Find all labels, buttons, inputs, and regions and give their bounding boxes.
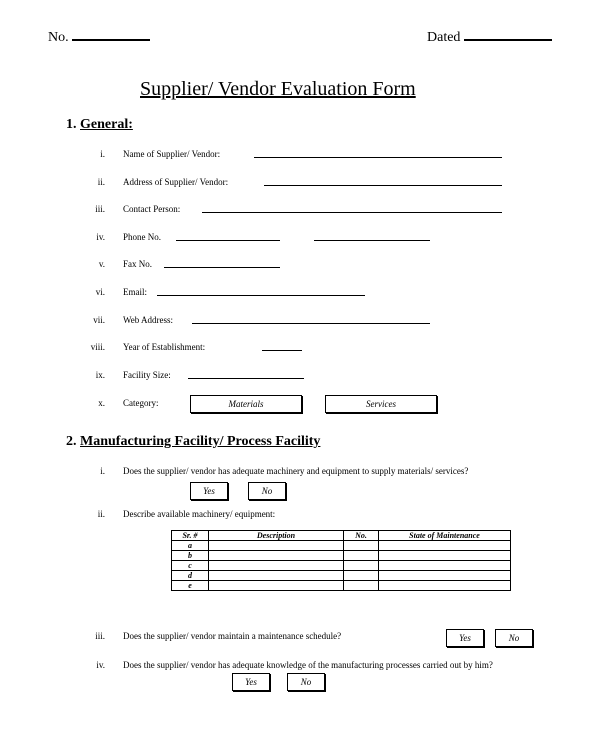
- establishment-year-label: Year of Establishment:: [123, 342, 206, 352]
- maintenance-cell[interactable]: [379, 581, 511, 591]
- maintenance-cell[interactable]: [379, 551, 511, 561]
- maintenance-schedule-question: Does the supplier/ vendor maintain a maintenance schedule?: [123, 631, 342, 641]
- process-knowledge-question: Does the supplier/ vendor has adequate knowledge of the manufacturing processes carried out by him?: [123, 660, 493, 670]
- table-row: [172, 541, 511, 551]
- table-row: [172, 561, 511, 571]
- item-numeral: x.: [98, 398, 105, 408]
- equipment-table: [171, 530, 511, 591]
- dated-label: Dated: [427, 30, 461, 45]
- no-cell[interactable]: [344, 541, 379, 551]
- section-manufacturing-heading: [66, 434, 320, 450]
- row-id: a: [172, 541, 209, 551]
- col-header-sr: Sr. #: [172, 531, 209, 541]
- section-title: General:: [80, 117, 133, 132]
- row-id: b: [172, 551, 209, 561]
- item-numeral: i.: [100, 466, 105, 476]
- contact-person-label: Contact Person:: [123, 204, 181, 214]
- contact-person-field[interactable]: [202, 212, 502, 213]
- dated-line: [464, 39, 552, 41]
- table-row: [172, 551, 511, 561]
- item-numeral: iv.: [96, 660, 105, 670]
- machinery-description-label: Describe available machinery/ equipment:: [123, 509, 276, 519]
- description-cell[interactable]: [209, 561, 344, 571]
- row-id: d: [172, 571, 209, 581]
- machinery-no-checkbox[interactable]: No: [248, 482, 286, 500]
- section-general-heading: [66, 117, 133, 133]
- category-services-checkbox[interactable]: Services: [325, 395, 437, 413]
- web-address-field[interactable]: [192, 323, 430, 324]
- col-header-no: No.: [344, 531, 379, 541]
- row-id: c: [172, 561, 209, 571]
- section-title: Manufacturing Facility/ Process Facility: [80, 434, 321, 449]
- machinery-question: Does the supplier/ vendor has adequate machinery and equipment to supply materials/ services?: [123, 466, 469, 476]
- item-numeral: iii.: [95, 204, 105, 214]
- number-line: [72, 39, 150, 41]
- description-cell[interactable]: [209, 581, 344, 591]
- number-label: No.: [48, 30, 69, 45]
- maintenance-cell[interactable]: [379, 561, 511, 571]
- table-row: [172, 581, 511, 591]
- supplier-name-label: Name of Supplier/ Vendor:: [123, 149, 221, 159]
- facility-size-label: Facility Size:: [123, 370, 171, 380]
- row-id: e: [172, 581, 209, 591]
- maintenance-cell[interactable]: [379, 571, 511, 581]
- no-cell[interactable]: [344, 581, 379, 591]
- phone-field-2[interactable]: [314, 240, 430, 241]
- maintenance-cell[interactable]: [379, 541, 511, 551]
- description-cell[interactable]: [209, 571, 344, 581]
- fax-field[interactable]: [164, 267, 280, 268]
- phone-field-1[interactable]: [176, 240, 280, 241]
- email-field[interactable]: [157, 295, 365, 296]
- section-number: 2.: [66, 434, 77, 449]
- item-numeral: ii.: [97, 509, 105, 519]
- no-cell[interactable]: [344, 551, 379, 561]
- no-cell[interactable]: [344, 561, 379, 571]
- item-numeral: ix.: [95, 370, 105, 380]
- phone-label: Phone No.: [123, 232, 161, 242]
- item-numeral: iv.: [96, 232, 105, 242]
- item-numeral: v.: [98, 259, 105, 269]
- schedule-no-checkbox[interactable]: No: [495, 629, 533, 647]
- table-header-row: [172, 531, 511, 541]
- item-numeral: ii.: [97, 177, 105, 187]
- form-title: Supplier/ Vendor Evaluation Form: [140, 78, 416, 100]
- supplier-name-field[interactable]: [254, 157, 502, 158]
- description-cell[interactable]: [209, 541, 344, 551]
- item-numeral: viii.: [90, 342, 105, 352]
- category-materials-checkbox[interactable]: Materials: [190, 395, 302, 413]
- description-cell[interactable]: [209, 551, 344, 561]
- supplier-address-field[interactable]: [264, 185, 502, 186]
- table-row: [172, 571, 511, 581]
- knowledge-yes-checkbox[interactable]: Yes: [232, 673, 270, 691]
- schedule-yes-checkbox[interactable]: Yes: [446, 629, 484, 647]
- item-numeral: i.: [100, 149, 105, 159]
- col-header-maintenance: State of Maintenance: [379, 531, 511, 541]
- machinery-yes-checkbox[interactable]: Yes: [190, 482, 228, 500]
- supplier-address-label: Address of Supplier/ Vendor:: [123, 177, 229, 187]
- item-numeral: vii.: [93, 315, 105, 325]
- establishment-year-field[interactable]: [262, 350, 302, 351]
- facility-size-field[interactable]: [188, 378, 304, 379]
- email-label: Email:: [123, 287, 147, 297]
- dated-field[interactable]: [427, 30, 552, 46]
- category-label: Category:: [123, 398, 159, 408]
- item-numeral: vi.: [95, 287, 105, 297]
- no-cell[interactable]: [344, 571, 379, 581]
- item-numeral: iii.: [95, 631, 105, 641]
- col-header-description: Description: [209, 531, 344, 541]
- number-field[interactable]: [48, 30, 150, 46]
- fax-label: Fax No.: [123, 259, 152, 269]
- knowledge-no-checkbox[interactable]: No: [287, 673, 325, 691]
- section-number: 1.: [66, 117, 77, 132]
- web-address-label: Web Address:: [123, 315, 174, 325]
